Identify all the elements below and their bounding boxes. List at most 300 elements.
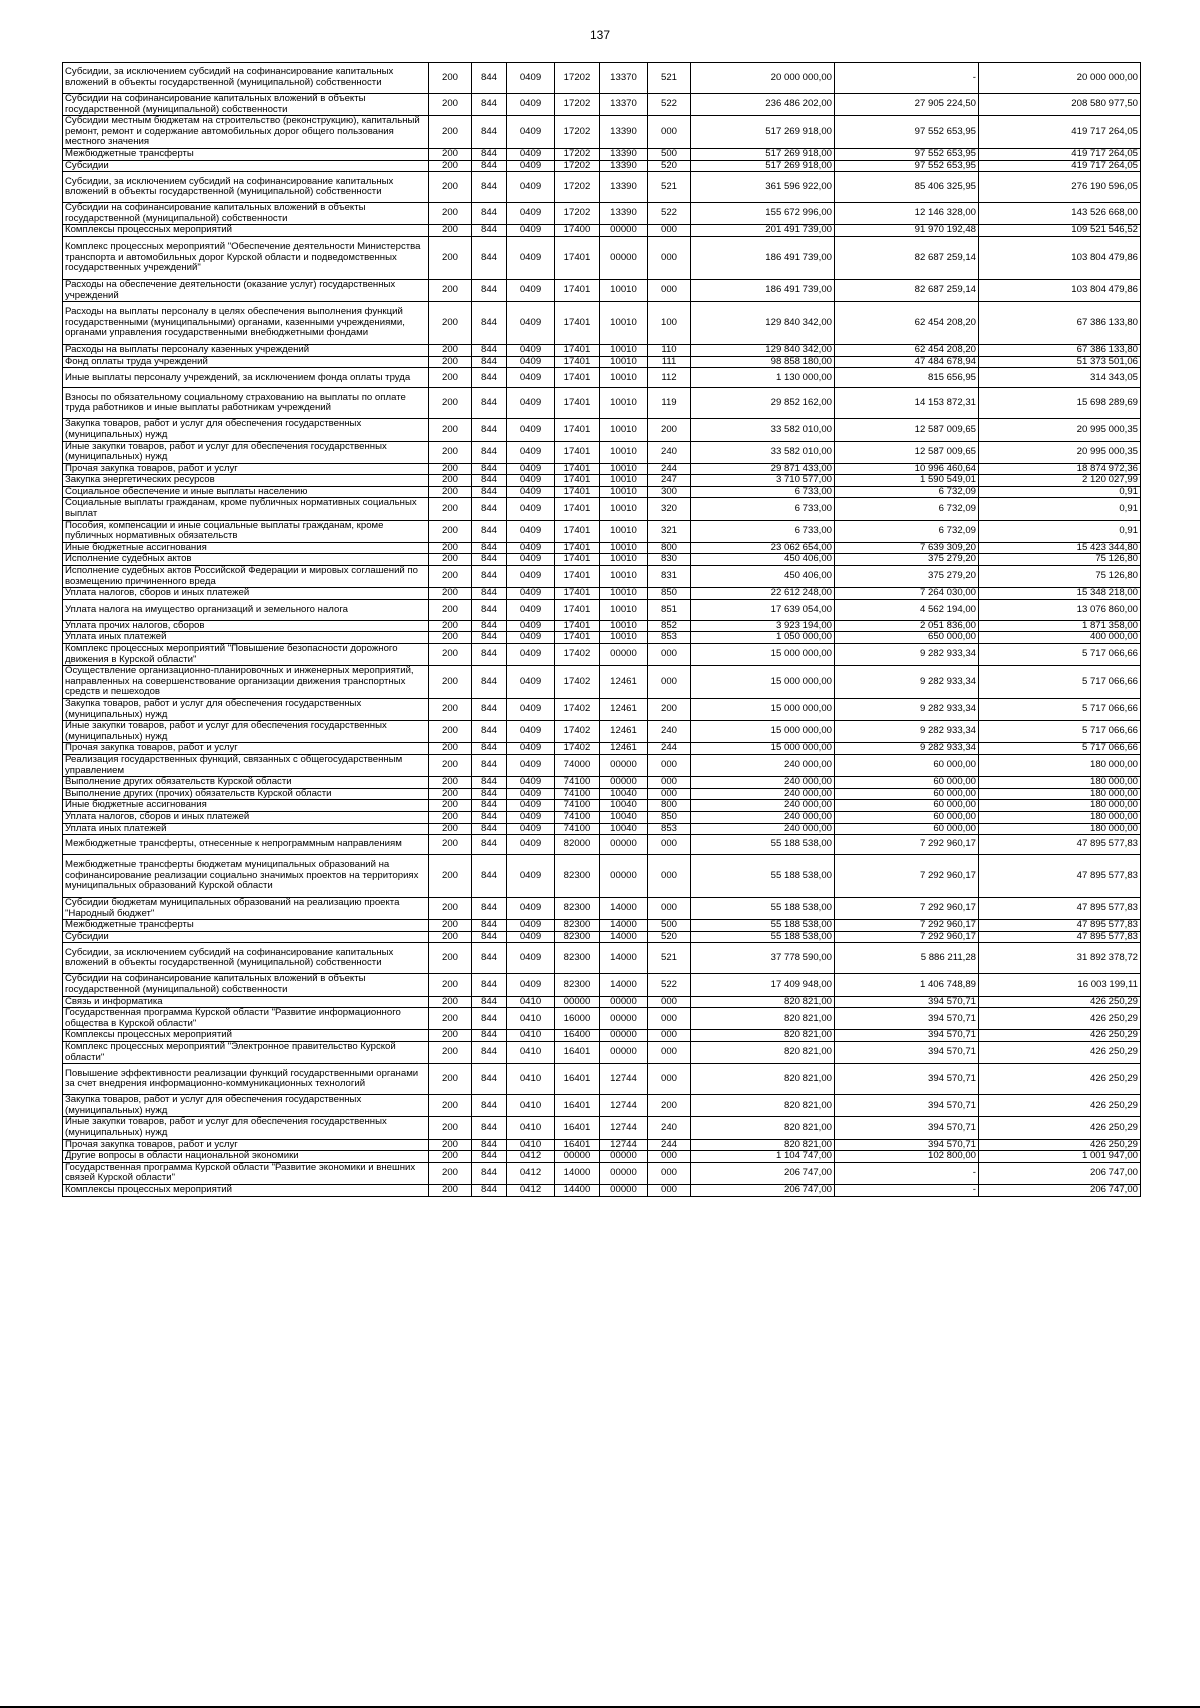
row-approved-amount: 186 491 739,00: [691, 279, 835, 301]
row-remaining-amount: 1 871 358,00: [979, 620, 1141, 632]
row-executed-amount: 12 587 009,65: [835, 419, 979, 441]
row-expense-type: 110: [648, 345, 691, 357]
row-code-844: 844: [472, 920, 507, 932]
row-section: 0409: [507, 203, 555, 225]
row-remaining-amount: 419 717 264,05: [979, 116, 1141, 149]
row-code-844: 844: [472, 811, 507, 823]
row-direction: 00000: [600, 777, 648, 789]
row-executed-amount: 7 292 960,17: [835, 898, 979, 920]
row-expense-type: 000: [648, 788, 691, 800]
row-code-200: 200: [429, 1117, 472, 1139]
row-code-844: 844: [472, 632, 507, 644]
row-expense-type: 500: [648, 920, 691, 932]
budget-execution-table: [62, 62, 1141, 1197]
row-name: Расходы на обеспечение деятельности (оказание услуг) государственных учреждений: [63, 279, 429, 301]
row-direction: 10010: [600, 498, 648, 520]
table-row: [63, 743, 1141, 755]
row-approved-amount: 155 672 996,00: [691, 203, 835, 225]
row-remaining-amount: 2 120 027,99: [979, 475, 1141, 487]
row-section: 0409: [507, 721, 555, 743]
table-row: [63, 302, 1141, 345]
row-target-article: 00000: [555, 996, 600, 1008]
row-section: 0409: [507, 356, 555, 368]
row-section: 0409: [507, 811, 555, 823]
row-name: Иные закупки товаров, работ и услуг для обеспечения государственных (муниципальных) нужд: [63, 1117, 429, 1139]
row-code-844: 844: [472, 666, 507, 699]
row-approved-amount: 98 858 180,00: [691, 356, 835, 368]
row-executed-amount: 82 687 259,14: [835, 279, 979, 301]
row-approved-amount: 6 733,00: [691, 486, 835, 498]
row-code-200: 200: [429, 368, 472, 388]
row-expense-type: 830: [648, 554, 691, 566]
row-executed-amount: 9 282 933,34: [835, 698, 979, 720]
row-approved-amount: 1 104 747,00: [691, 1151, 835, 1163]
row-remaining-amount: 13 076 860,00: [979, 599, 1141, 620]
row-expense-type: 522: [648, 203, 691, 225]
row-executed-amount: 6 732,09: [835, 486, 979, 498]
row-expense-type: 300: [648, 486, 691, 498]
row-executed-amount: 394 570,71: [835, 996, 979, 1008]
row-target-article: 82000: [555, 835, 600, 855]
row-direction: 13370: [600, 94, 648, 116]
row-target-article: 16401: [555, 1139, 600, 1151]
row-code-844: 844: [472, 644, 507, 666]
table-row: [63, 855, 1141, 898]
table-row: [63, 419, 1141, 441]
row-approved-amount: 517 269 918,00: [691, 160, 835, 172]
row-name: Субсидии на софинансирование капитальных вложений в объекты государственной (муниципальной) собственности: [63, 94, 429, 116]
row-remaining-amount: 75 126,80: [979, 566, 1141, 588]
row-expense-type: 244: [648, 463, 691, 475]
table-row: [63, 356, 1141, 368]
row-code-844: 844: [472, 931, 507, 943]
row-expense-type: 000: [648, 236, 691, 279]
row-code-200: 200: [429, 1184, 472, 1196]
row-executed-amount: 6 732,09: [835, 498, 979, 520]
row-executed-amount: 102 800,00: [835, 1151, 979, 1163]
row-name: Прочая закупка товаров, работ и услуг: [63, 463, 429, 475]
table-row: [63, 566, 1141, 588]
row-code-844: 844: [472, 855, 507, 898]
row-direction: 00000: [600, 855, 648, 898]
row-remaining-amount: 109 521 546,52: [979, 225, 1141, 237]
row-executed-amount: 394 570,71: [835, 1008, 979, 1030]
row-code-200: 200: [429, 554, 472, 566]
row-expense-type: 853: [648, 823, 691, 835]
row-executed-amount: 394 570,71: [835, 1095, 979, 1117]
row-target-article: 17401: [555, 566, 600, 588]
row-target-article: 17402: [555, 698, 600, 720]
row-code-844: 844: [472, 996, 507, 1008]
table-row: [63, 835, 1141, 855]
row-direction: 12461: [600, 721, 648, 743]
row-name: Уплата налогов, сборов и иных платежей: [63, 588, 429, 600]
row-name: Субсидии, за исключением субсидий на софинансирование капитальных вложений в объекты государственной (муниципальной) собственности: [63, 63, 429, 94]
table-row: [63, 554, 1141, 566]
row-section: 0409: [507, 800, 555, 812]
row-expense-type: 000: [648, 1151, 691, 1163]
row-code-200: 200: [429, 620, 472, 632]
table-row: [63, 520, 1141, 542]
row-name: Государственная программа Курской области "Развитие информационного общества в Курской области": [63, 1008, 429, 1030]
row-executed-amount: -: [835, 63, 979, 94]
row-code-200: 200: [429, 1139, 472, 1151]
row-section: 0409: [507, 172, 555, 203]
table-row: [63, 974, 1141, 996]
row-section: 0409: [507, 777, 555, 789]
row-direction: 10010: [600, 356, 648, 368]
row-code-844: 844: [472, 279, 507, 301]
row-direction: 14000: [600, 931, 648, 943]
row-remaining-amount: 75 126,80: [979, 554, 1141, 566]
table-row: [63, 172, 1141, 203]
row-section: 0409: [507, 542, 555, 554]
row-target-article: 82300: [555, 931, 600, 943]
row-code-200: 200: [429, 931, 472, 943]
row-section: 0412: [507, 1151, 555, 1163]
row-code-200: 200: [429, 666, 472, 699]
table-row: [63, 1030, 1141, 1042]
row-direction: 00000: [600, 835, 648, 855]
row-name: Закупка товаров, работ и услуг для обеспечения государственных (муниципальных) нужд: [63, 419, 429, 441]
row-direction: 10040: [600, 823, 648, 835]
table-row: [63, 116, 1141, 149]
row-remaining-amount: 426 250,29: [979, 1117, 1141, 1139]
row-target-article: 17401: [555, 463, 600, 475]
row-target-article: 17401: [555, 486, 600, 498]
row-expense-type: 521: [648, 172, 691, 203]
row-executed-amount: 375 279,20: [835, 566, 979, 588]
row-section: 0409: [507, 302, 555, 345]
row-code-200: 200: [429, 855, 472, 898]
row-executed-amount: 10 996 460,64: [835, 463, 979, 475]
row-expense-type: 852: [648, 620, 691, 632]
row-code-200: 200: [429, 1064, 472, 1095]
row-code-844: 844: [472, 368, 507, 388]
row-direction: 10040: [600, 811, 648, 823]
row-target-article: 16400: [555, 1030, 600, 1042]
row-remaining-amount: 426 250,29: [979, 1139, 1141, 1151]
row-direction: 10010: [600, 554, 648, 566]
row-code-200: 200: [429, 345, 472, 357]
row-executed-amount: 85 406 325,95: [835, 172, 979, 203]
row-approved-amount: 820 821,00: [691, 1064, 835, 1095]
row-remaining-amount: 206 747,00: [979, 1184, 1141, 1196]
row-target-article: 17401: [555, 236, 600, 279]
row-remaining-amount: 20 000 000,00: [979, 63, 1141, 94]
row-remaining-amount: 51 373 501,06: [979, 356, 1141, 368]
row-approved-amount: 129 840 342,00: [691, 345, 835, 357]
row-remaining-amount: 47 895 577,83: [979, 855, 1141, 898]
row-code-844: 844: [472, 94, 507, 116]
row-expense-type: 850: [648, 588, 691, 600]
row-approved-amount: 6 733,00: [691, 498, 835, 520]
table-row: [63, 1095, 1141, 1117]
row-executed-amount: -: [835, 1162, 979, 1184]
row-section: 0409: [507, 754, 555, 776]
row-target-article: 16401: [555, 1095, 600, 1117]
row-remaining-amount: 15 698 289,69: [979, 388, 1141, 419]
row-section: 0409: [507, 279, 555, 301]
row-target-article: 17202: [555, 116, 600, 149]
row-executed-amount: 7 292 960,17: [835, 931, 979, 943]
row-executed-amount: 9 282 933,34: [835, 644, 979, 666]
row-direction: 14000: [600, 974, 648, 996]
row-code-200: 200: [429, 754, 472, 776]
row-target-article: 74100: [555, 811, 600, 823]
row-name: Комплексы процессных мероприятий: [63, 1184, 429, 1196]
row-code-200: 200: [429, 777, 472, 789]
row-direction: 10040: [600, 788, 648, 800]
row-direction: 10040: [600, 800, 648, 812]
row-direction: 00000: [600, 754, 648, 776]
row-section: 0409: [507, 920, 555, 932]
table-row: [63, 542, 1141, 554]
row-section: 0409: [507, 225, 555, 237]
row-name: Иные выплаты персоналу учреждений, за исключением фонда оплаты труда: [63, 368, 429, 388]
row-remaining-amount: 20 995 000,35: [979, 441, 1141, 463]
row-target-article: 17402: [555, 644, 600, 666]
row-code-200: 200: [429, 1162, 472, 1184]
row-executed-amount: 394 570,71: [835, 1064, 979, 1095]
row-name: Субсидии, за исключением субсидий на софинансирование капитальных вложений в объекты государственной (муниципальной) собственности: [63, 943, 429, 974]
row-executed-amount: 60 000,00: [835, 811, 979, 823]
row-code-844: 844: [472, 160, 507, 172]
row-remaining-amount: 426 250,29: [979, 1008, 1141, 1030]
row-expense-type: 000: [648, 225, 691, 237]
row-name: Реализация государственных функций, связанных с общегосударственным управлением: [63, 754, 429, 776]
row-direction: 10010: [600, 441, 648, 463]
table-row: [63, 721, 1141, 743]
row-expense-type: 000: [648, 996, 691, 1008]
row-expense-type: 240: [648, 1117, 691, 1139]
table-row: [63, 632, 1141, 644]
row-executed-amount: 7 292 960,17: [835, 835, 979, 855]
row-executed-amount: 5 886 211,28: [835, 943, 979, 974]
row-expense-type: 000: [648, 777, 691, 789]
row-name: Иные бюджетные ассигнования: [63, 800, 429, 812]
row-section: 0409: [507, 368, 555, 388]
row-section: 0409: [507, 475, 555, 487]
row-remaining-amount: 103 804 479,86: [979, 279, 1141, 301]
row-remaining-amount: 180 000,00: [979, 800, 1141, 812]
row-direction: 00000: [600, 1151, 648, 1163]
table-row: [63, 1162, 1141, 1184]
row-approved-amount: 450 406,00: [691, 554, 835, 566]
row-executed-amount: 394 570,71: [835, 1042, 979, 1064]
row-target-article: 17401: [555, 632, 600, 644]
row-executed-amount: 1 406 748,89: [835, 974, 979, 996]
row-target-article: 17401: [555, 279, 600, 301]
row-name: Расходы на выплаты персоналу казенных учреждений: [63, 345, 429, 357]
row-executed-amount: 82 687 259,14: [835, 236, 979, 279]
row-name: Субсидии бюджетам муниципальных образований на реализацию проекта "Народный бюджет": [63, 898, 429, 920]
row-name: Фонд оплаты труда учреждений: [63, 356, 429, 368]
row-code-200: 200: [429, 1151, 472, 1163]
table-row: [63, 148, 1141, 160]
row-direction: 10010: [600, 620, 648, 632]
row-name: Закупка товаров, работ и услуг для обеспечения государственных (муниципальных) нужд: [63, 1095, 429, 1117]
row-target-article: 17401: [555, 388, 600, 419]
table-row: [63, 1042, 1141, 1064]
row-code-844: 844: [472, 1030, 507, 1042]
row-expense-type: 851: [648, 599, 691, 620]
row-code-844: 844: [472, 1139, 507, 1151]
row-executed-amount: 394 570,71: [835, 1030, 979, 1042]
page-number: 137: [589, 28, 611, 42]
row-remaining-amount: 47 895 577,83: [979, 835, 1141, 855]
table-row: [63, 920, 1141, 932]
row-approved-amount: 450 406,00: [691, 566, 835, 588]
row-executed-amount: 60 000,00: [835, 754, 979, 776]
row-code-200: 200: [429, 116, 472, 149]
row-code-844: 844: [472, 1184, 507, 1196]
row-name: Межбюджетные трансферты: [63, 920, 429, 932]
row-approved-amount: 33 582 010,00: [691, 441, 835, 463]
row-remaining-amount: 103 804 479,86: [979, 236, 1141, 279]
row-approved-amount: 33 582 010,00: [691, 419, 835, 441]
table-row: [63, 463, 1141, 475]
row-remaining-amount: 208 580 977,50: [979, 94, 1141, 116]
table-row: [63, 368, 1141, 388]
row-target-article: 82300: [555, 943, 600, 974]
row-name: Иные бюджетные ассигнования: [63, 542, 429, 554]
row-direction: 00000: [600, 1030, 648, 1042]
row-target-article: 17401: [555, 419, 600, 441]
row-expense-type: 522: [648, 94, 691, 116]
row-section: 0409: [507, 931, 555, 943]
row-name: Повышение эффективности реализации функций государственными органами за счет внедрения информационно-коммуникационных технологий: [63, 1064, 429, 1095]
row-code-200: 200: [429, 644, 472, 666]
row-direction: 00000: [600, 996, 648, 1008]
row-name: Осуществление организационно-планировочных и инженерных мероприятий, направленных на совершенствование организации движения транспортных средств и пешеходов: [63, 666, 429, 699]
row-approved-amount: 55 188 538,00: [691, 931, 835, 943]
row-name: Уплата налога на имущество организаций и земельного налога: [63, 599, 429, 620]
row-target-article: 16000: [555, 1008, 600, 1030]
row-code-844: 844: [472, 698, 507, 720]
row-remaining-amount: 314 343,05: [979, 368, 1141, 388]
row-code-200: 200: [429, 835, 472, 855]
row-name: Связь и информатика: [63, 996, 429, 1008]
row-remaining-amount: 0,91: [979, 520, 1141, 542]
row-approved-amount: 15 000 000,00: [691, 721, 835, 743]
row-direction: 12744: [600, 1064, 648, 1095]
row-approved-amount: 820 821,00: [691, 1095, 835, 1117]
row-name: Уплата прочих налогов, сборов: [63, 620, 429, 632]
row-target-article: 17401: [555, 441, 600, 463]
row-remaining-amount: 426 250,29: [979, 1095, 1141, 1117]
row-name: Другие вопросы в области национальной экономики: [63, 1151, 429, 1163]
row-expense-type: 800: [648, 542, 691, 554]
row-name: Комплексы процессных мероприятий: [63, 1030, 429, 1042]
table-row: [63, 800, 1141, 812]
row-name: Субсидии, за исключением субсидий на софинансирование капитальных вложений в объекты государственной (муниципальной) собственности: [63, 172, 429, 203]
row-section: 0409: [507, 620, 555, 632]
row-section: 0410: [507, 996, 555, 1008]
row-name: Пособия, компенсации и иные социальные выплаты гражданам, кроме публичных нормативных обязательств: [63, 520, 429, 542]
row-section: 0409: [507, 148, 555, 160]
row-executed-amount: 7 264 030,00: [835, 588, 979, 600]
row-code-200: 200: [429, 1008, 472, 1030]
row-code-844: 844: [472, 721, 507, 743]
row-name: Субсидии на софинансирование капитальных вложений в объекты государственной (муниципальной) собственности: [63, 203, 429, 225]
row-section: 0409: [507, 698, 555, 720]
row-code-844: 844: [472, 599, 507, 620]
row-code-844: 844: [472, 225, 507, 237]
table-row: [63, 1064, 1141, 1095]
row-approved-amount: 1 050 000,00: [691, 632, 835, 644]
row-section: 0409: [507, 554, 555, 566]
row-remaining-amount: 5 717 066,66: [979, 666, 1141, 699]
row-target-article: 82300: [555, 974, 600, 996]
row-approved-amount: 15 000 000,00: [691, 644, 835, 666]
row-remaining-amount: 5 717 066,66: [979, 721, 1141, 743]
row-direction: 00000: [600, 236, 648, 279]
row-direction: 12744: [600, 1095, 648, 1117]
row-remaining-amount: 5 717 066,66: [979, 743, 1141, 755]
row-code-844: 844: [472, 1042, 507, 1064]
row-code-200: 200: [429, 566, 472, 588]
row-name: Выполнение других (прочих) обязательств Курской области: [63, 788, 429, 800]
row-section: 0410: [507, 1139, 555, 1151]
row-executed-amount: 7 292 960,17: [835, 855, 979, 898]
row-approved-amount: 29 852 162,00: [691, 388, 835, 419]
row-remaining-amount: 31 892 378,72: [979, 943, 1141, 974]
row-target-article: 16401: [555, 1117, 600, 1139]
row-remaining-amount: 180 000,00: [979, 754, 1141, 776]
row-name: Комплекс процессных мероприятий "Повышение безопасности дорожного движения в Курской области": [63, 644, 429, 666]
row-direction: 10010: [600, 486, 648, 498]
row-approved-amount: 15 000 000,00: [691, 666, 835, 699]
row-code-844: 844: [472, 1008, 507, 1030]
row-section: 0410: [507, 1117, 555, 1139]
table-row: [63, 225, 1141, 237]
table-row: [63, 698, 1141, 720]
row-target-article: 82300: [555, 898, 600, 920]
row-expense-type: 320: [648, 498, 691, 520]
row-executed-amount: 6 732,09: [835, 520, 979, 542]
row-direction: 10010: [600, 632, 648, 644]
row-target-article: 17401: [555, 588, 600, 600]
row-approved-amount: 37 778 590,00: [691, 943, 835, 974]
row-target-article: 17202: [555, 160, 600, 172]
row-section: 0410: [507, 1030, 555, 1042]
row-remaining-amount: 426 250,29: [979, 996, 1141, 1008]
row-executed-amount: 97 552 653,95: [835, 160, 979, 172]
row-direction: 10010: [600, 599, 648, 620]
row-expense-type: 240: [648, 441, 691, 463]
row-remaining-amount: 180 000,00: [979, 811, 1141, 823]
row-code-844: 844: [472, 588, 507, 600]
row-executed-amount: 9 282 933,34: [835, 743, 979, 755]
row-remaining-amount: 180 000,00: [979, 788, 1141, 800]
row-code-844: 844: [472, 1064, 507, 1095]
table-row: [63, 279, 1141, 301]
row-code-844: 844: [472, 800, 507, 812]
row-target-article: 17401: [555, 542, 600, 554]
row-direction: 00000: [600, 1184, 648, 1196]
row-code-200: 200: [429, 148, 472, 160]
row-code-200: 200: [429, 63, 472, 94]
row-approved-amount: 240 000,00: [691, 823, 835, 835]
row-remaining-amount: 16 003 199,11: [979, 974, 1141, 996]
row-section: 0409: [507, 666, 555, 699]
row-name: Социальное обеспечение и иные выплаты населению: [63, 486, 429, 498]
row-target-article: 17400: [555, 225, 600, 237]
row-code-200: 200: [429, 279, 472, 301]
row-section: 0410: [507, 1008, 555, 1030]
row-code-200: 200: [429, 236, 472, 279]
